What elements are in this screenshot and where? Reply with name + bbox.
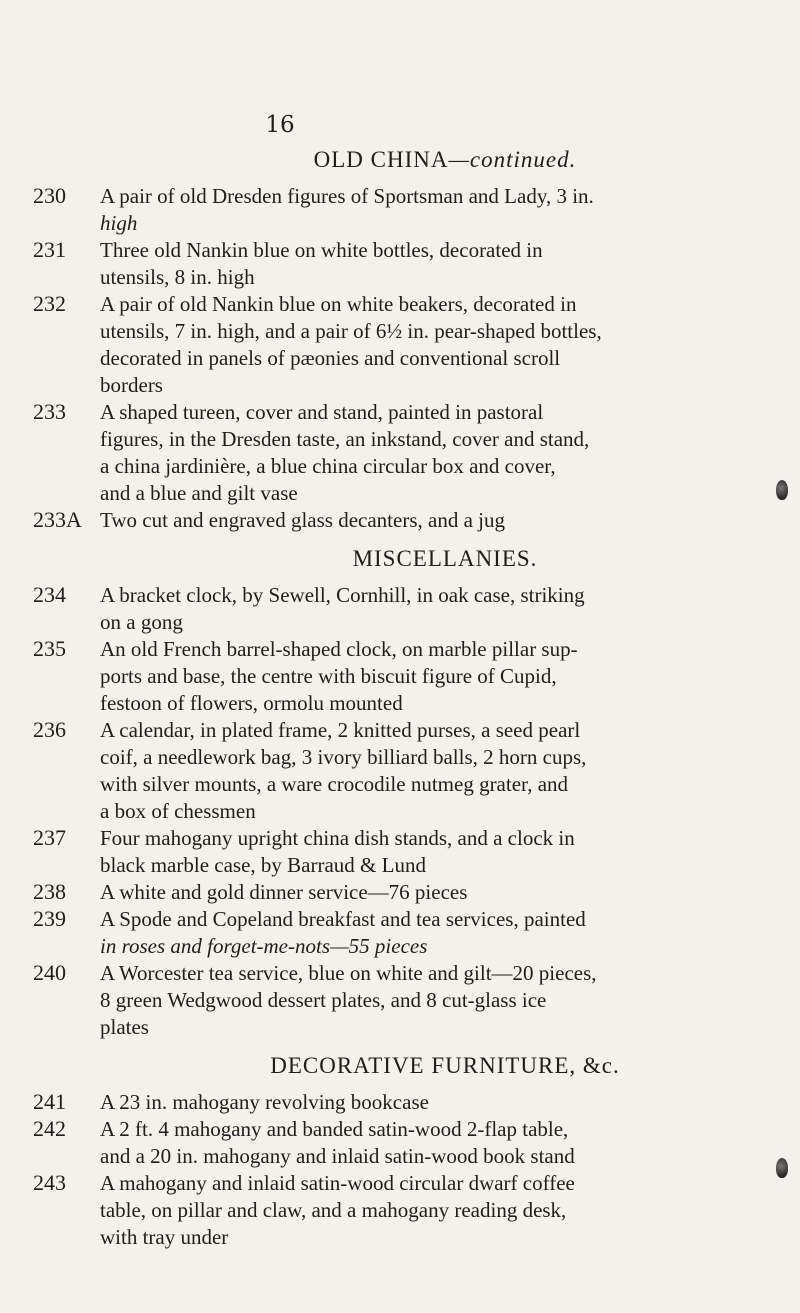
description-line: A pair of old Nankin blue on white beakers, decorated in (100, 292, 577, 316)
description-line: A shaped tureen, cover and stand, painted in pastoral (100, 400, 544, 424)
description-line: A pair of old Dresden figures of Sportsman and Lady, 3 in. (100, 184, 594, 208)
section-heading-old-china (0, 147, 800, 173)
description-line: with silver mounts, a ware crocodile nutmeg grater, and (100, 772, 569, 796)
lot-number: 239 (33, 906, 66, 931)
lot-description (100, 960, 700, 1041)
lot-number: 233A (33, 507, 82, 532)
description-line: A Spode and Copeland breakfast and tea services, painted (100, 907, 586, 931)
description-line: plates (100, 1015, 149, 1039)
description-line: a box of chessmen (100, 799, 256, 823)
description-line: and a blue and gilt vase (100, 481, 298, 505)
lot-description (100, 237, 700, 291)
description-line: A 23 in. mahogany revolving bookcase (100, 1090, 429, 1114)
description-line: A bracket clock, by Sewell, Cornhill, in oak case, striking (100, 583, 585, 607)
lot-description (100, 906, 700, 960)
lot-number: 243 (33, 1170, 66, 1195)
lot-number: 242 (33, 1116, 66, 1141)
section-heading-text: MISCELLANIES. (352, 546, 538, 571)
lot-description (100, 1089, 700, 1116)
section-heading-text: OLD CHINA (313, 147, 449, 172)
description-line: figures, in the Dresden taste, an inkstand, cover and stand, (100, 427, 590, 451)
lot-number: 238 (33, 879, 66, 904)
binding-mark (776, 1158, 788, 1178)
lot-number: 237 (33, 825, 66, 850)
description-line: utensils, 7 in. high, and a pair of 6½ in. pear-shaped bottles, (100, 319, 602, 343)
description-line: in roses and forget-me-nots—55 pieces (100, 934, 428, 958)
lot-description (100, 183, 700, 237)
lot-description (100, 636, 700, 717)
description-line: on a gong (100, 610, 183, 634)
description-line: borders (100, 373, 163, 397)
description-line: Two cut and engraved glass decanters, and a jug (100, 508, 505, 532)
description-line: Three old Nankin blue on white bottles, decorated in (100, 238, 543, 262)
lot-description (100, 879, 700, 906)
binding-mark (776, 480, 788, 500)
description-line: table, on pillar and claw, and a mahogany reading desk, (100, 1198, 567, 1222)
description-line: and a 20 in. mahogany and inlaid satin-wood book stand (100, 1144, 575, 1168)
description-line: coif, a needlework bag, 3 ivory billiard balls, 2 horn cups, (100, 745, 587, 769)
description-line: a china jardinière, a blue china circular box and cover, (100, 454, 556, 478)
page-number: 16 (265, 112, 295, 138)
description-line: A mahogany and inlaid satin-wood circular dwarf coffee (100, 1171, 575, 1195)
description-line: black marble case, by Barraud & Lund (100, 853, 426, 877)
description-line: ports and base, the centre with biscuit figure of Cupid, (100, 664, 557, 688)
lot-number: 241 (33, 1089, 66, 1114)
section-heading-text: DECORATIVE FURNITURE, &c. (270, 1053, 620, 1078)
description-line: high (100, 211, 138, 235)
description-line: with tray under (100, 1225, 229, 1249)
section-heading-continued: —continued. (448, 147, 577, 172)
lot-description (100, 399, 700, 507)
lot-number: 233 (33, 399, 66, 424)
lot-description (100, 717, 700, 825)
section-heading-miscellanies (0, 546, 800, 572)
lot-description (100, 582, 700, 636)
lot-description (100, 1116, 700, 1170)
lot-number: 236 (33, 717, 66, 742)
lot-number: 235 (33, 636, 66, 661)
description-line: A white and gold dinner service—76 pieces (100, 880, 468, 904)
description-line: A calendar, in plated frame, 2 knitted purses, a seed pearl (100, 718, 581, 742)
lot-number: 231 (33, 237, 66, 262)
description-line: decorated in panels of pæonies and conventional scroll (100, 346, 561, 370)
lot-number: 232 (33, 291, 66, 316)
section-heading-decorative-furniture (0, 1053, 800, 1079)
lot-description (100, 507, 700, 534)
lot-number: 240 (33, 960, 66, 985)
description-line: festoon of flowers, ormolu mounted (100, 691, 403, 715)
description-line: An old French barrel-shaped clock, on marble pillar sup- (100, 637, 578, 661)
description-line: Four mahogany upright china dish stands, and a clock in (100, 826, 575, 850)
description-line: utensils, 8 in. high (100, 265, 255, 289)
lot-description (100, 825, 700, 879)
lot-description (100, 1170, 700, 1251)
lot-number: 230 (33, 183, 66, 208)
lot-description (100, 291, 700, 399)
description-line: A Worcester tea service, blue on white and gilt—20 pieces, (100, 961, 597, 985)
lot-number: 234 (33, 582, 66, 607)
description-line: 8 green Wedgwood dessert plates, and 8 cut-glass ice (100, 988, 547, 1012)
description-line: A 2 ft. 4 mahogany and banded satin-wood 2-flap table, (100, 1117, 569, 1141)
